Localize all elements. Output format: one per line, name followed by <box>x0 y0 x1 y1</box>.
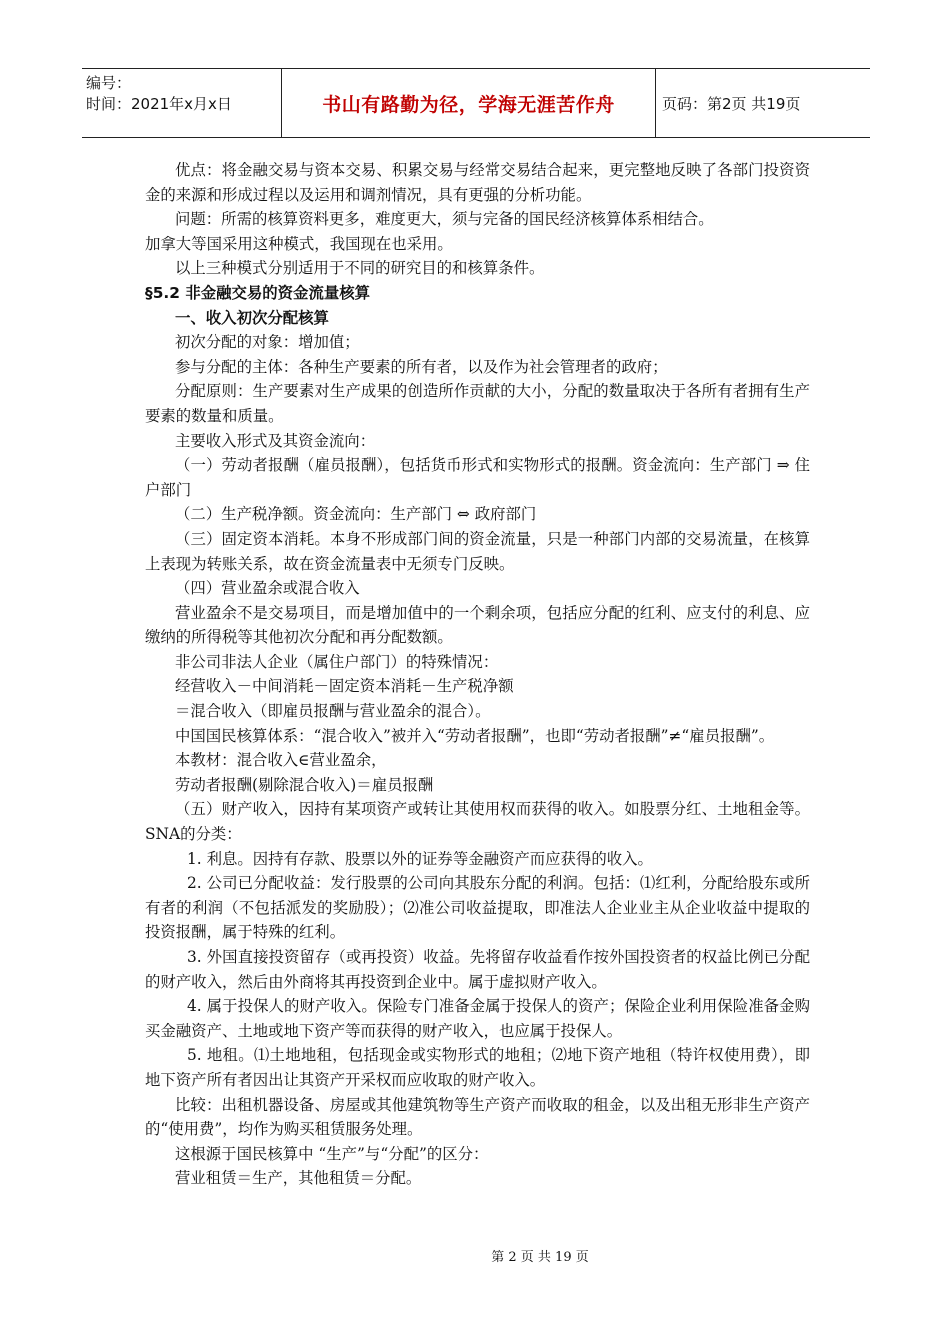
paragraph: 非公司非法人企业（属住户部门）的特殊情况： <box>175 652 499 671</box>
header-code-label: 编号： <box>86 74 132 92</box>
paragraph: 这根源于国民核算中 “生产”与“分配”的区分： <box>175 1144 489 1163</box>
paragraph: 主要收入形式及其资金流向： <box>175 431 376 450</box>
paragraph: 比较：出租机器设备、房屋或其他建筑物等生产资产而收取的租金，以及出租无形非生产资产的“使用费”，均作为购买租赁服务处理。 <box>145 1095 810 1139</box>
paragraph: 加拿大等国采用这种模式，我国现在也采用。 <box>145 234 453 253</box>
paragraph: 5. 地租。⑴土地地租，包括现金或实物形式的地租；⑵地下资产地租（特许权使用费），即地下资产所有者因出让其资产开采权而应收取的财产收入。 <box>145 1046 810 1089</box>
paragraph: （一）劳动者报酬（雇员报酬），包括货币形式和实物形式的报酬。资金流向：生产部门 ⇒ 住户部门 <box>145 456 810 499</box>
paragraph: 本教材：混合收入∈营业盈余， <box>175 751 387 770</box>
paragraph: ＝混合收入（即雇员报酬与营业盈余的混合）。 <box>175 702 491 721</box>
paragraph: 4. 属于投保人的财产收入。保险专门准备金属于投保人的资产；保险企业利用保险准备金购买金融资产、土地或地下资产等而获得的财产收入，也应属于投保人。 <box>145 997 810 1040</box>
paragraph: （五）财产收入，因持有某项资产或转让其使用权而获得的收入。如股票分红、土地租金等。SNA的分类： <box>145 800 810 844</box>
header-date-label: 时间：2021年x月x日 <box>86 95 232 113</box>
paragraph: （三）固定资本消耗。本身不形成部门间的资金流量，只是一种部门内部的交易流量，在核算上表现为转账关系，故在资金流量表中无须专门反映。 <box>145 529 810 573</box>
paragraph: 参与分配的主体：各种生产要素的所有者，以及作为社会管理者的政府； <box>175 357 668 376</box>
paragraph: （四）营业盈余或混合收入 <box>175 579 360 598</box>
header-meta <box>82 69 282 137</box>
paragraph: 初次分配的对象：增加值； <box>175 333 360 352</box>
page-footer: 第 2 页 共 19 页 <box>491 1250 589 1265</box>
section-heading: §5.2 非金融交易的资金流量核算 <box>145 283 371 302</box>
header-motto: 书山有路勤为径，学海无涯苦作舟 <box>282 69 656 137</box>
paragraph: 营业盈余不是交易项目，而是增加值中的一个剩余项，包括应分配的红利、应支付的利息、应缴纳的所得税等其他初次分配和再分配数额。 <box>145 603 810 647</box>
section-heading: 一、收入初次分配核算 <box>175 308 329 327</box>
paragraph: 劳动者报酬(剔除混合收入)＝雇员报酬 <box>175 775 434 794</box>
page-header <box>82 68 870 138</box>
document-body <box>145 158 810 1191</box>
paragraph: 以上三种模式分别适用于不同的研究目的和核算条件。 <box>175 259 545 278</box>
paragraph: 1. 利息。因持有存款、股票以外的证券等金融资产而应获得的收入。 <box>187 849 653 868</box>
paragraph: 中国国民核算体系：“混合收入”被并入“劳动者报酬”，也即“劳动者报酬”≠“雇员报酬”。 <box>175 726 775 745</box>
paragraph: 问题：所需的核算资料更多，难度更大，须与完备的国民经济核算体系相结合。 <box>175 210 714 229</box>
paragraph: 优点：将金融交易与资本交易、积累交易与经常交易结合起来，更完整地反映了各部门投资资金的来源和形成过程以及运用和调剂情况，具有更强的分析功能。 <box>145 161 810 204</box>
header-page-info: 页码：第2页 共19页 <box>662 94 801 113</box>
paragraph: 营业租赁＝生产，其他租赁＝分配。 <box>175 1169 422 1188</box>
paragraph: 分配原则：生产要素对生产成果的创造所作贡献的大小，分配的数量取决于各所有者拥有生产要素的数量和质量。 <box>145 382 810 425</box>
paragraph: 2. 公司已分配收益：发行股票的公司向其股东分配的利润。包括：⑴红利，分配给股东或所有者的利润（不包括派发的奖励股）；⑵准公司收益提取，即准法人企业业主从企业收益中提取的投资报酬，属于特殊的红利。 <box>145 874 810 942</box>
paragraph: 3. 外国直接投资留存（或再投资）收益。先将留存收益看作按外国投资者的权益比例已分配的财产收入，然后由外商将其再投资到企业中。属于虚拟财产收入。 <box>145 948 810 991</box>
paragraph: 经营收入－中间消耗－固定资本消耗－生产税净额 <box>175 677 514 696</box>
paragraph: （二）生产税净额。资金流向：生产部门 ⇔ 政府部门 <box>175 505 537 524</box>
